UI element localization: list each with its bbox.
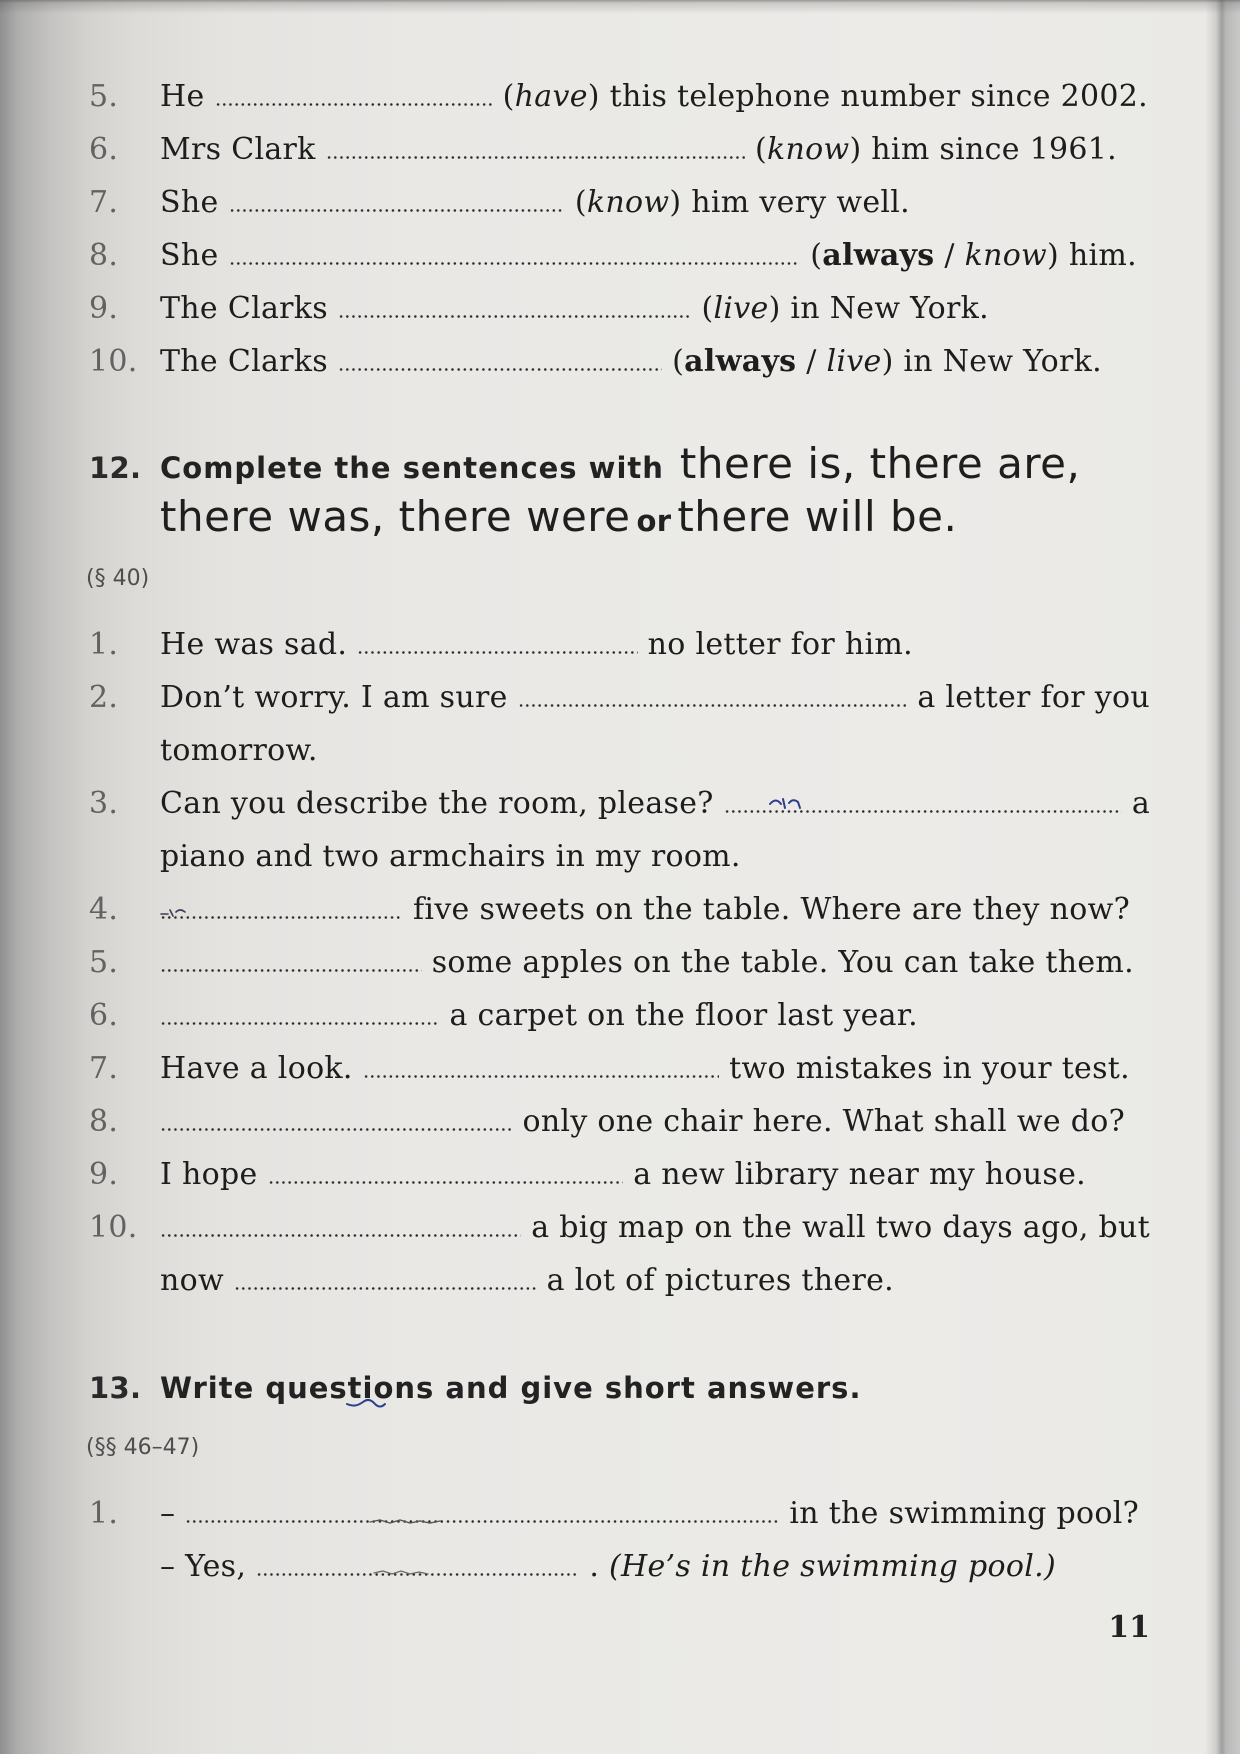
adverb-hint: always (822, 238, 935, 273)
item-number: 8. (89, 1104, 119, 1139)
target-phrases-2: there was, there were (160, 492, 631, 541)
sentence-end: five sweets on the table. Where are they now? (413, 892, 1130, 927)
sentence-start: Don’t worry. I am sure (160, 680, 508, 715)
exercise-12-item-4 (89, 883, 1150, 936)
item-sentence (160, 123, 1117, 176)
exercise-13-heading (89, 1362, 861, 1415)
item-number: 5. (89, 79, 119, 114)
sentence-start: now (160, 1263, 224, 1298)
open-paren: ( (701, 291, 714, 326)
answer-blank (160, 969, 422, 972)
answer-period: . (589, 1549, 600, 1584)
sentence-start: The Clarks (160, 344, 328, 379)
item-sentence (160, 618, 913, 671)
answer-blank (326, 156, 745, 159)
answer-blank (215, 103, 493, 106)
sentence-end: a lot of pictures there. (546, 1263, 894, 1298)
item-sentence (160, 989, 918, 1042)
answer-blank (234, 1287, 537, 1290)
answer-blank (268, 1181, 624, 1184)
item-sentence (160, 883, 1130, 936)
exercise-12-item-9 (89, 1148, 1150, 1201)
heading-line-1 (89, 437, 1080, 490)
exercise-11-continued (89, 70, 1148, 388)
exercise-12-item-1 (89, 618, 1150, 671)
item-sentence (160, 335, 1102, 388)
sentence-continuation: tomorrow. (160, 733, 318, 768)
item-sentence (160, 1254, 894, 1307)
sentence-start: She (160, 185, 219, 220)
sentence-rest: ) this telephone number since 2002. (587, 79, 1148, 114)
verb-hint: live (826, 344, 882, 379)
sentence-end: a big map on the wall two days ago, but (531, 1210, 1150, 1245)
item-number: 10. (89, 344, 138, 379)
item-number: 10. (89, 1210, 138, 1245)
exercise-12-item-10-continuation (89, 1254, 1150, 1307)
sentence-start: Have a look. (160, 1051, 353, 1086)
item-number: 5. (89, 945, 119, 980)
answer-end (589, 1540, 1056, 1593)
answer-blank (229, 262, 801, 265)
exercise-12-item-5 (89, 936, 1150, 989)
exercise-number: 13. (89, 1371, 142, 1405)
sentence-rest: ) him very well. (669, 185, 910, 220)
verb-hint: know (767, 132, 850, 167)
sentence-end: a letter for you (917, 680, 1150, 715)
exercise-12-item-10 (89, 1201, 1150, 1254)
exercise-11-item-7 (89, 176, 1148, 229)
answer-line (160, 1540, 1056, 1593)
sentence-end (755, 123, 1117, 176)
item-sentence (160, 229, 1137, 282)
verb-hint: know (964, 238, 1048, 273)
sentence-end (575, 176, 910, 229)
exercise-instruction: Complete the sentences with (160, 451, 664, 485)
sentence-start: Can you describe the room, please? (160, 786, 714, 821)
sentence-end: some apples on the table. You can take them. (431, 945, 1134, 980)
sentence-end (810, 229, 1137, 282)
answer-blank (160, 1128, 512, 1131)
answer-blank (160, 1234, 521, 1237)
heading-line-2 (89, 490, 1080, 543)
hint-separator: / (934, 238, 965, 273)
verb-hint: know (586, 185, 670, 220)
answer-blank (338, 368, 662, 371)
sentence-end: no letter for him. (647, 627, 913, 662)
exercise-11-item-5 (89, 70, 1148, 123)
grammar-reference: (§ 40) (86, 566, 150, 591)
sentence-start: He (160, 79, 205, 114)
item-sentence (160, 777, 1150, 830)
verb-hint: live (713, 291, 769, 326)
grammar-reference: (§§ 46–47) (86, 1435, 200, 1460)
exercise-13-item-1-answer (89, 1540, 1139, 1593)
sentence-start: She (160, 238, 219, 273)
exercise-12-heading (89, 437, 1080, 543)
open-paren: ( (755, 132, 768, 167)
verb-hint: have (514, 79, 588, 114)
sentence-continuation: piano and two armchairs in my room. (160, 839, 741, 874)
sentence-rest: ) in New York. (768, 291, 989, 326)
handwritten-mark (768, 790, 808, 812)
handwritten-mark (344, 1388, 388, 1410)
exercise-12-item-2 (89, 671, 1150, 724)
exercise-11-item-10 (89, 335, 1148, 388)
item-sentence (160, 671, 1150, 724)
exercise-12-item-7 (89, 1042, 1150, 1095)
dialogue-dash: – (160, 1496, 176, 1531)
sentence-rest: ) in New York. (881, 344, 1102, 379)
exercise-12-item-3-continuation (89, 830, 1150, 883)
item-number: 1. (89, 627, 119, 662)
open-paren: ( (574, 185, 587, 220)
sentence-end: only one chair here. What shall we do? (522, 1104, 1125, 1139)
answer-blank (185, 1520, 779, 1523)
answer-blank (363, 1075, 719, 1078)
adverb-hint: always (684, 344, 797, 379)
exercise-12-item-8 (89, 1095, 1150, 1148)
sentence-start: Mrs Clark (160, 132, 316, 167)
exercise-12-item-3 (89, 777, 1150, 830)
page-number: 11 (1108, 1610, 1150, 1645)
sentence-end (701, 282, 989, 335)
sentence-end: two mistakes in your test. (729, 1051, 1130, 1086)
answer-blank (160, 1022, 439, 1025)
heading-line-1 (89, 1362, 861, 1415)
target-phrases-3: there will be. (677, 492, 958, 541)
item-number: 7. (89, 1051, 119, 1086)
sentence-end: a new library near my house. (633, 1157, 1086, 1192)
answer-blank (229, 209, 565, 212)
target-phrases-1: there is, there are, (679, 439, 1081, 488)
item-number: 4. (89, 892, 119, 927)
exercise-11-item-6 (89, 123, 1148, 176)
exercise-number: 12. (89, 451, 142, 485)
answer-blank (357, 651, 637, 654)
handwritten-mark (158, 902, 198, 920)
item-sentence (160, 176, 910, 229)
item-sentence (160, 70, 1148, 123)
exercise-12-items (89, 618, 1150, 1307)
item-sentence (160, 1095, 1125, 1148)
item-number: 8. (89, 238, 119, 273)
open-paren: ( (502, 79, 515, 114)
item-number: 9. (89, 1157, 119, 1192)
open-paren: ( (672, 344, 685, 379)
pencil-mark (372, 1567, 442, 1577)
sentence-rest: ) him since 1961. (849, 132, 1117, 167)
sentence-end (672, 335, 1102, 388)
item-number: 3. (89, 786, 119, 821)
exercise-13-item-1-question (89, 1487, 1139, 1540)
pencil-mark (368, 1514, 452, 1526)
item-sentence (160, 282, 989, 335)
item-sentence (160, 936, 1134, 989)
exercise-12-item-6 (89, 989, 1150, 1042)
sentence-end (503, 70, 1148, 123)
exercise-instruction: Write questions and give short answers. (160, 1371, 862, 1405)
question-line (160, 1487, 1139, 1540)
sentence-end: a (1131, 786, 1150, 821)
question-end: in the swimming pool? (789, 1496, 1139, 1531)
item-number: 1. (89, 1496, 119, 1531)
open-paren: ( (810, 238, 823, 273)
item-sentence (160, 1201, 1150, 1254)
item-number: 9. (89, 291, 119, 326)
sentence-rest: ) him. (1047, 238, 1137, 273)
sentence-end: a carpet on the floor last year. (449, 998, 918, 1033)
item-sentence (160, 1148, 1086, 1201)
answer-hint: (He’s in the swimming pool.) (609, 1549, 1056, 1584)
answer-start: – Yes, (160, 1549, 247, 1584)
answer-blank (518, 704, 908, 707)
hint-separator: / (796, 344, 827, 379)
item-number: 2. (89, 680, 119, 715)
page-top-edge (0, 0, 1240, 14)
exercise-11-item-8 (89, 229, 1148, 282)
sentence-start: He was sad. (160, 627, 348, 662)
sentence-start: I hope (160, 1157, 258, 1192)
item-number: 6. (89, 998, 119, 1033)
exercise-13-items (89, 1487, 1139, 1593)
conjunction-or: or (636, 504, 672, 538)
answer-blank (338, 315, 691, 318)
sentence-start: The Clarks (160, 291, 328, 326)
item-number: 6. (89, 132, 119, 167)
item-sentence (160, 1042, 1130, 1095)
item-number: 7. (89, 185, 119, 220)
exercise-12-item-2-continuation (89, 724, 1150, 777)
exercise-11-item-9 (89, 282, 1148, 335)
